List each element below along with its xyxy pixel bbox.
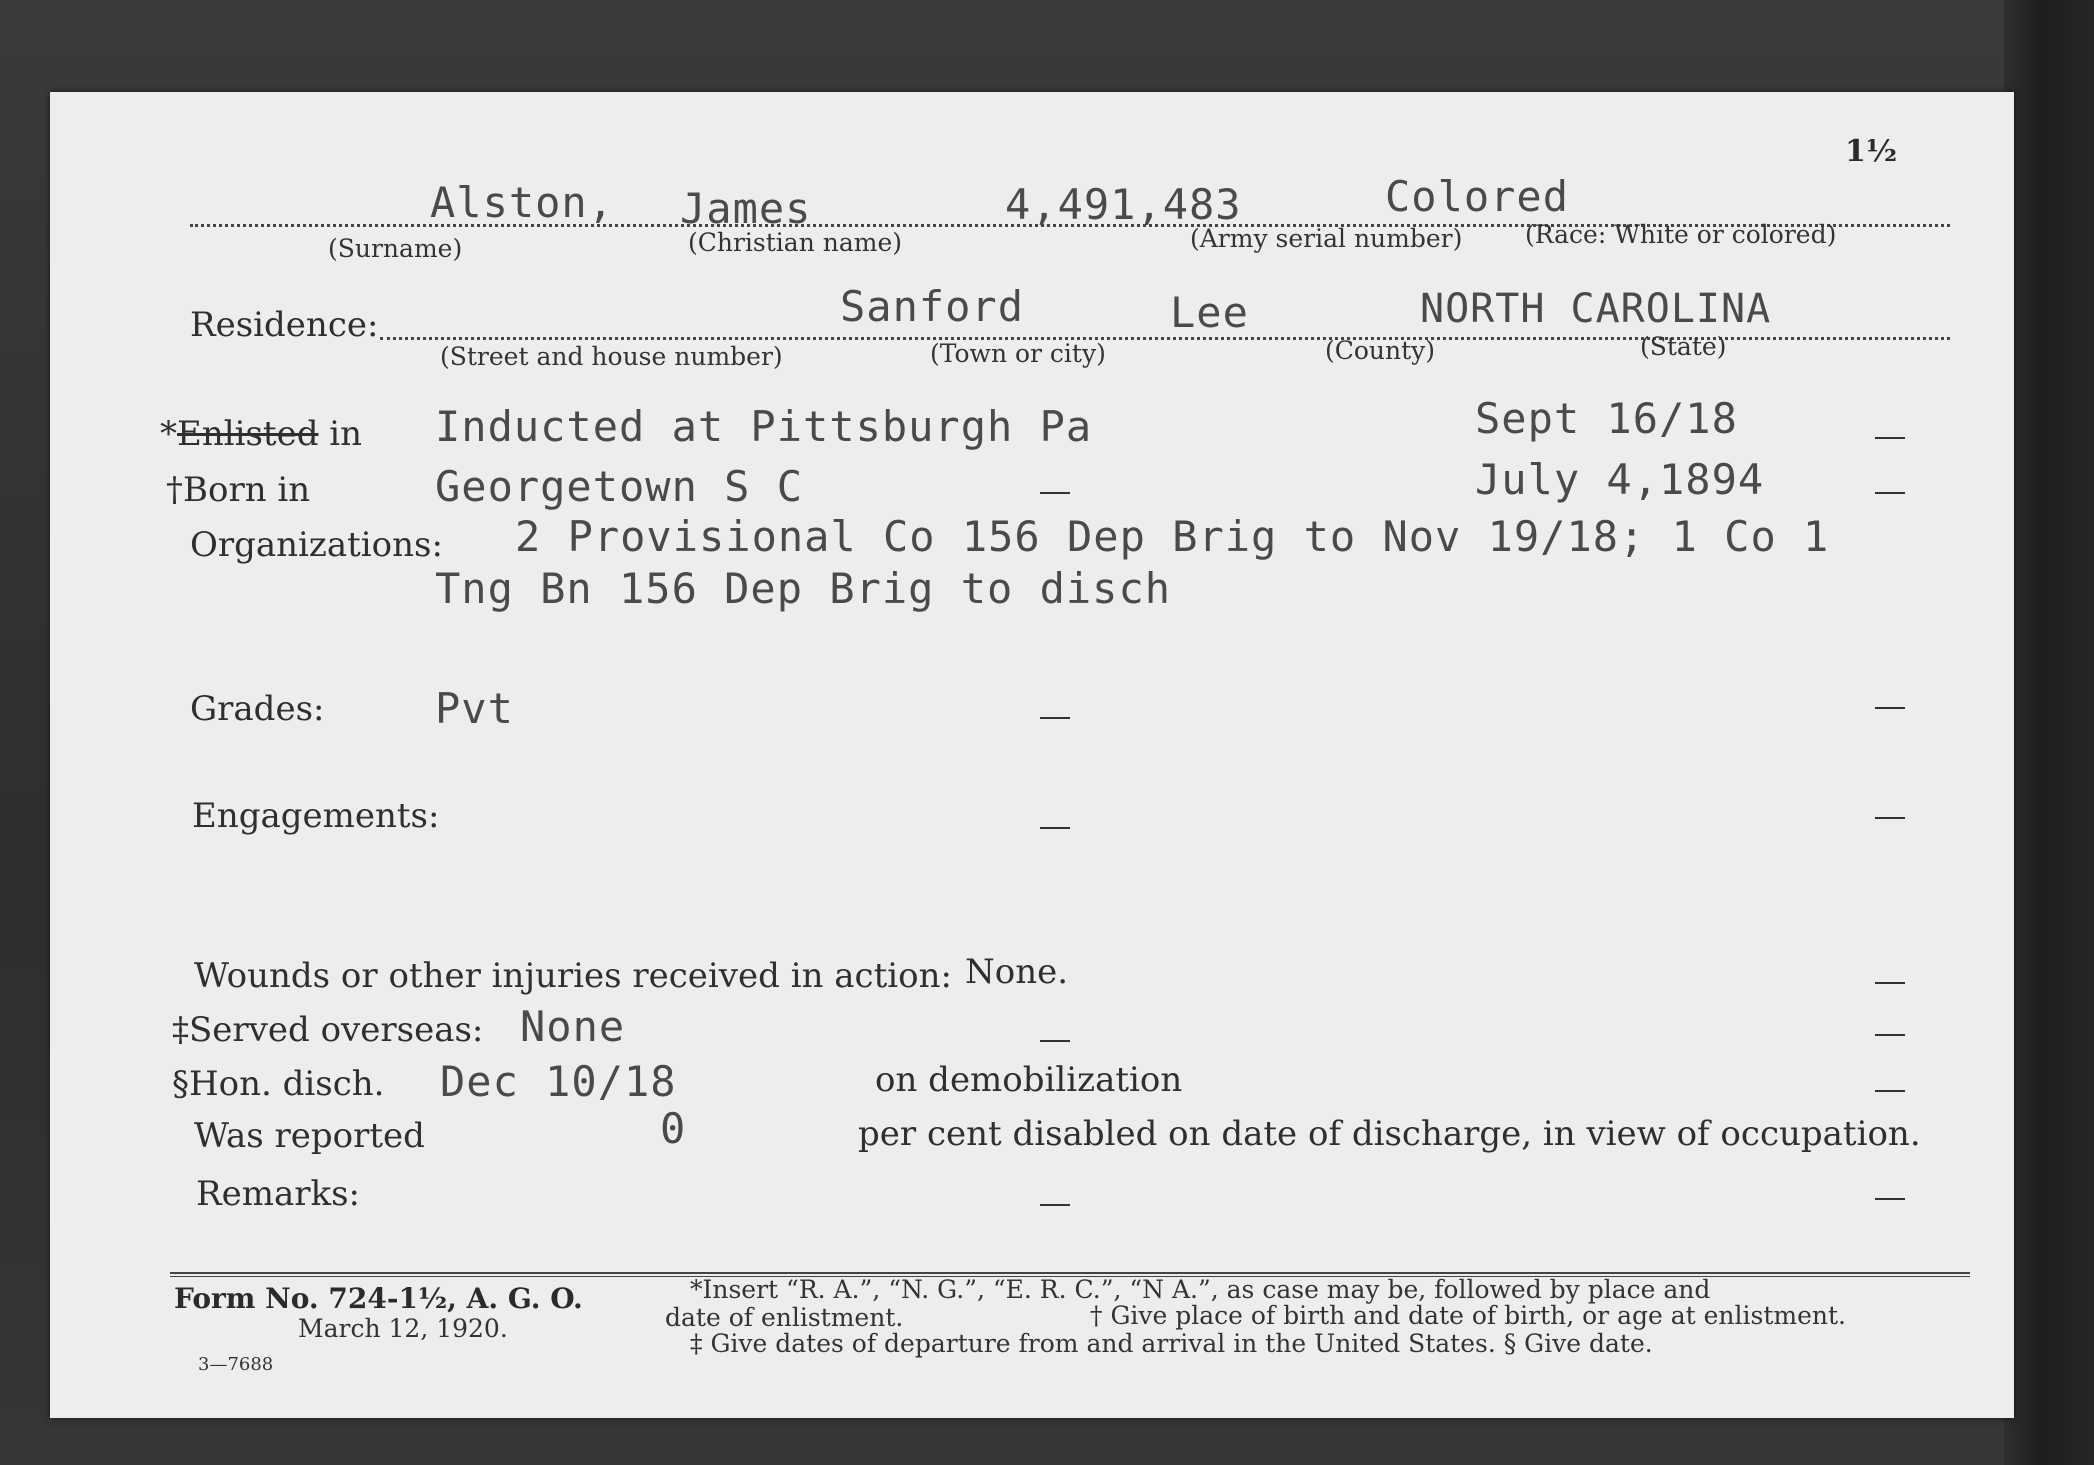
overseas-value: None: [520, 1002, 626, 1051]
dash-mark: [1875, 707, 1905, 709]
state-caption: (State): [1640, 332, 1727, 361]
footnote-line-1: *Insert “R. A.”, “N. G.”, “E. R. C.”, “N A.”, as case may be, followed by place and: [690, 1275, 1711, 1304]
christian-name-value: James: [680, 184, 812, 233]
born-value: Georgetown S C: [435, 462, 804, 511]
dash-mark: [1040, 1204, 1070, 1206]
dash-mark: [1040, 1040, 1070, 1042]
dash-mark: [1040, 827, 1070, 829]
born-date: July 4,1894: [1475, 455, 1765, 504]
overseas-label: [172, 1010, 483, 1050]
service-record-card: [50, 92, 2014, 1418]
wounds-value: None.: [965, 952, 1069, 992]
born-label-text: Born in: [183, 470, 311, 510]
section-mark: §: [172, 1064, 189, 1104]
remarks-label: Remarks:: [196, 1174, 360, 1214]
card-number: 1½: [1845, 134, 1898, 169]
county-caption: (County): [1325, 336, 1436, 365]
serial-caption: (Army serial number): [1190, 224, 1463, 253]
race-value: Colored: [1385, 172, 1570, 221]
town-value: Sanford: [840, 282, 1025, 331]
enlisted-date: Sept 16/18: [1475, 394, 1738, 443]
county-value: Lee: [1170, 288, 1249, 337]
dagger-mark: †: [166, 470, 183, 510]
footnote-line-2b: † Give place of birth and date of birth, or age at enlistment.: [1090, 1301, 1846, 1330]
wounds-label: Wounds or other injuries received in action:: [194, 956, 952, 996]
born-label: [166, 470, 310, 510]
discharge-note: on demobilization: [875, 1060, 1183, 1100]
christian-name-caption: (Christian name): [688, 228, 903, 257]
form-number: Form No. 724-1½, A. G. O.: [174, 1282, 583, 1315]
dash-mark: [1040, 717, 1070, 719]
reported-value: 0: [660, 1104, 687, 1153]
surname-value: Alston,: [430, 178, 615, 227]
surname-caption: (Surname): [328, 234, 463, 263]
asterisk-mark: *: [160, 414, 177, 454]
dash-mark: [1875, 1090, 1905, 1092]
reported-label: Was reported: [194, 1116, 425, 1156]
form-date: March 12, 1920.: [298, 1314, 508, 1343]
residence-label: Residence:: [190, 305, 379, 345]
discharge-label-text: Hon. disch.: [189, 1064, 385, 1104]
engagements-label: Engagements:: [192, 796, 440, 836]
race-caption: (Race: White or colored): [1525, 220, 1837, 249]
reported-text: per cent disabled on date of discharge, in view of occupation.: [858, 1114, 1921, 1154]
grades-value: Pvt: [435, 684, 514, 733]
dash-mark: [1040, 492, 1070, 494]
dash-mark: [1875, 1034, 1905, 1036]
double-dagger-mark: ‡: [172, 1010, 189, 1050]
enlisted-struck-word: Enlisted: [177, 414, 319, 454]
organizations-line-1: 2 Provisional Co 156 Dep Brig to Nov 19/18; 1 Co 1: [515, 512, 1830, 561]
state-value: NORTH CAROLINA: [1420, 286, 1772, 332]
frame-edge: [2004, 0, 2094, 1465]
grades-label: Grades:: [190, 689, 325, 729]
dash-mark: [1875, 1198, 1905, 1200]
enlisted-in-word: in: [318, 414, 363, 454]
dash-mark: [1875, 817, 1905, 819]
town-caption: (Town or city): [930, 339, 1106, 368]
discharge-date: Dec 10/18: [440, 1057, 677, 1106]
print-code: 3—7688: [198, 1354, 274, 1375]
discharge-label: [172, 1064, 384, 1104]
serial-value: 4,491,483: [1005, 180, 1242, 229]
organizations-label: Organizations:: [190, 525, 443, 565]
enlisted-label: [160, 414, 362, 454]
dash-mark: [1875, 437, 1905, 439]
dash-mark: [1875, 982, 1905, 984]
enlisted-value: Inducted at Pittsburgh Pa: [435, 402, 1093, 451]
overseas-label-text: Served overseas:: [189, 1010, 484, 1050]
street-caption: (Street and house number): [440, 342, 783, 371]
footer-rule: [170, 1272, 1970, 1274]
dash-mark: [1875, 492, 1905, 494]
footnote-line-2a: date of enlistment.: [665, 1303, 904, 1332]
organizations-line-2: Tng Bn 156 Dep Brig to disch: [435, 564, 1172, 613]
footnote-line-3: ‡ Give dates of departure from and arrival in the United States. § Give date.: [690, 1329, 1653, 1358]
